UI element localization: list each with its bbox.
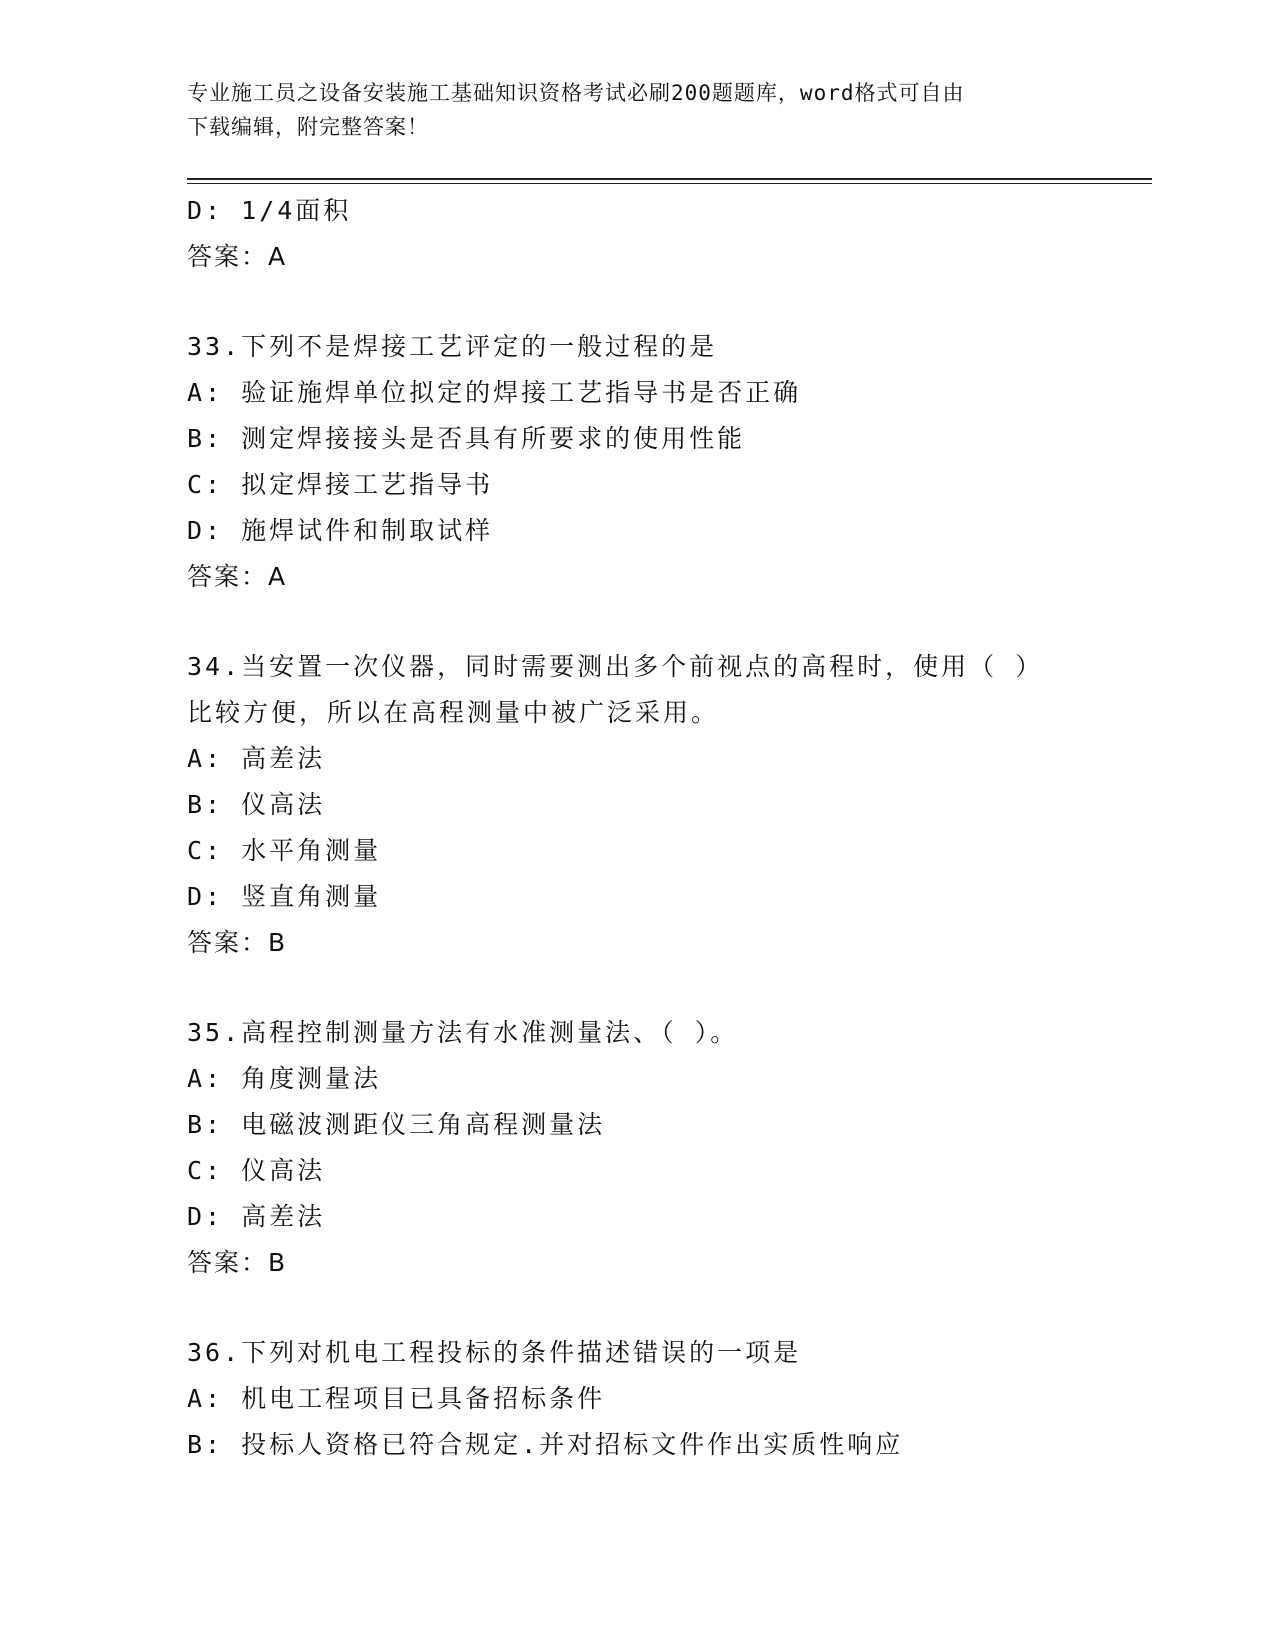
question-answer: 答案：B [187,1248,288,1277]
option-a: A: 角度测量法 [187,1064,382,1093]
option-c: C: 水平角测量 [187,836,382,865]
question-answer: 答案：B [187,928,288,957]
option-d: D: 高差法 [187,1202,326,1231]
option-b: B: 仪高法 [187,790,326,819]
question-36 [187,1330,1147,1468]
prev-question-answer: 答案：A [187,242,288,271]
prev-question-option-d: D: 1/4面积 [187,196,352,225]
question-34 [187,644,1147,966]
option-c: C: 拟定焊接工艺指导书 [187,470,494,499]
header-line-2: 下载编辑，附完整答案！ [187,115,429,139]
document-header [187,76,1087,144]
header-rule-thin [187,183,1152,184]
spacer [187,600,1147,644]
header-rule-thick [187,178,1152,180]
option-b: B: 测定焊接接头是否具有所要求的使用性能 [187,424,746,453]
option-b: B: 电磁波测距仪三角高程测量法 [187,1110,606,1139]
question-answer: 答案：A [187,562,288,591]
header-line-1: 专业施工员之设备安装施工基础知识资格考试必刷200题题库，word格式可自由 [187,81,965,105]
option-c: C: 仪高法 [187,1156,326,1185]
spacer [187,280,1147,324]
option-a: A: 高差法 [187,744,326,773]
question-stem-continued: 比较方便，所以在高程测量中被广泛采用。 [187,698,720,727]
question-stem: 33.下列不是焊接工艺评定的一般过程的是 [187,332,718,361]
option-d: D: 施焊试件和制取试样 [187,516,494,545]
spacer [187,1286,1147,1330]
option-a: A: 验证施焊单位拟定的焊接工艺指导书是否正确 [187,378,802,407]
question-stem: 34.当安置一次仪器，同时需要测出多个前视点的高程时，使用（ ） [187,652,1044,681]
question-35 [187,1010,1147,1286]
question-stem: 36.下列对机电工程投标的条件描述错误的一项是 [187,1338,802,1367]
question-33 [187,324,1147,600]
spacer [187,966,1147,1010]
option-d: D: 竖直角测量 [187,882,382,911]
option-b: B: 投标人资格已符合规定.并对招标文件作出实质性响应 [187,1430,904,1459]
question-stem: 35.高程控制测量方法有水准测量法、（ ）。 [187,1018,739,1047]
document-body [187,188,1147,1468]
option-a: A: 机电工程项目已具备招标条件 [187,1384,606,1413]
